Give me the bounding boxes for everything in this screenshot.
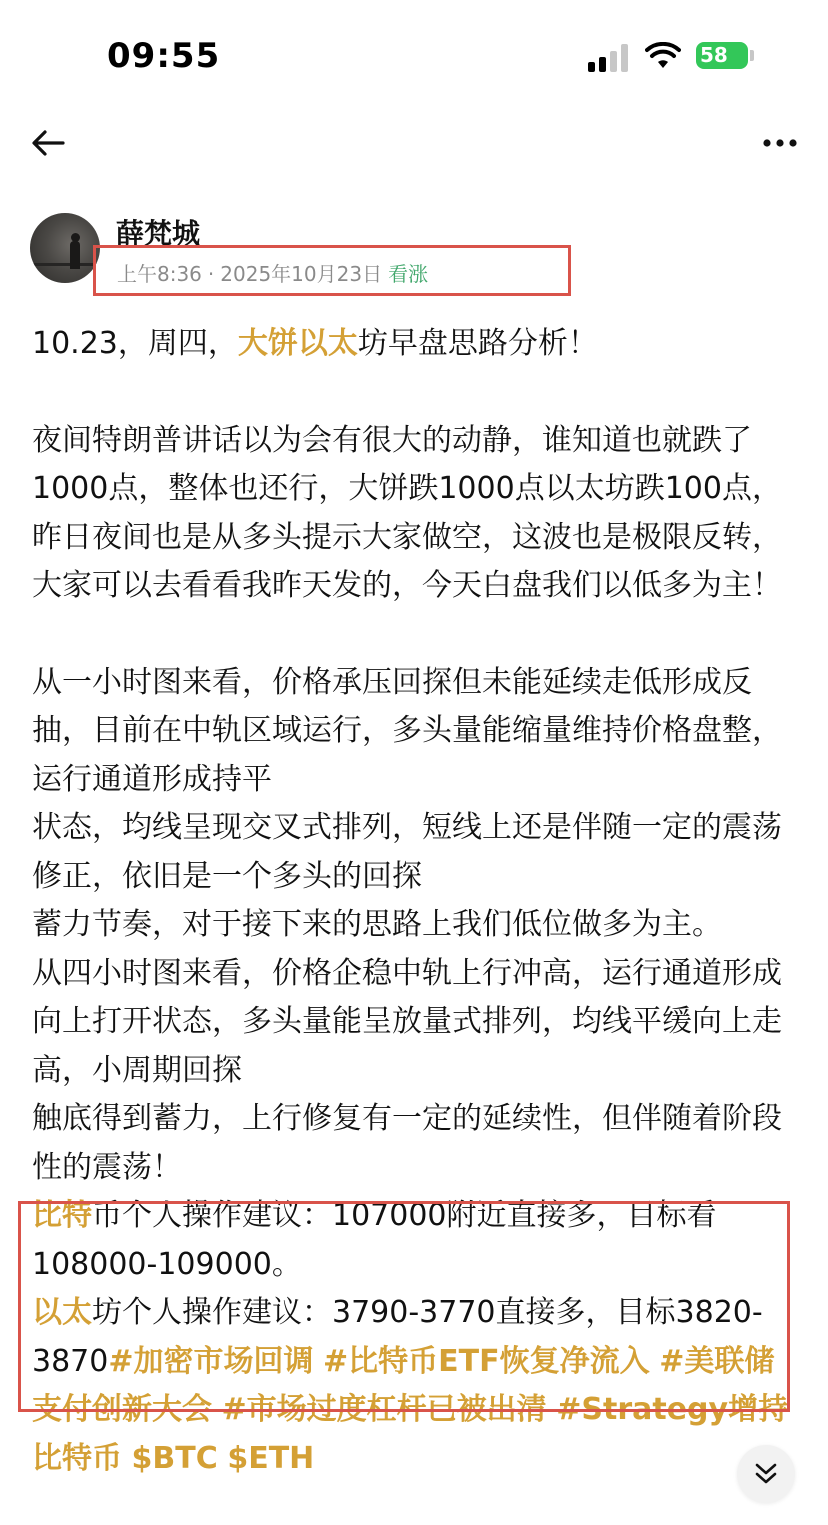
btc-highlight[interactable]: 比特: [32, 1198, 92, 1233]
hashtag[interactable]: #加密市场回调: [108, 1343, 314, 1379]
title-suffix: 坊早盘思路分析！: [357, 326, 598, 361]
avatar-figure: [70, 241, 80, 269]
battery-indicator: 58: [696, 42, 748, 69]
paragraph-4h-analysis: 从四小时图来看，价格企稳中轨上行冲高，运行通道形成向上打开状态，多头量能呈放量式排列，均线平缓向上走高，小周期回探: [32, 955, 782, 1088]
post-time: 上午8:36: [117, 262, 202, 286]
more-dots-icon[interactable]: [760, 127, 800, 159]
advice-annotation-box: [18, 1201, 790, 1412]
avatar-rail: [30, 263, 100, 266]
scroll-down-button[interactable]: [737, 1445, 795, 1503]
paragraph-intro: 夜间特朗普讲话以为会有很大的动静，谁知道也就跌了1000点，整体也还行，大饼跌1000点以太坊跌100点，昨日夜间也是从多头提示大家做空，这波也是极限反转，大家可以去看看我昨天发的，今天白盘我们以低多为主！: [32, 422, 782, 603]
paragraph-1h-analysis: 从一小时图来看，价格承压回探但未能延续走低形成反抽，目前在中轨区域运行，多头量能缩量维持价格盘整，运行通道形成持平: [32, 664, 782, 797]
nav-bar: [0, 115, 828, 175]
paragraph-gap: [32, 611, 802, 659]
hashtag[interactable]: #Strategy增持比特币: [32, 1392, 789, 1476]
paragraph-gap: [32, 369, 802, 417]
wifi-icon: [645, 42, 681, 70]
meta-separator: ·: [207, 262, 215, 286]
post-meta: [117, 258, 428, 287]
title-prefix: 10.23，周四，: [32, 326, 238, 361]
hashtag[interactable]: #市场过度杠杆已被出清: [221, 1392, 547, 1427]
hashtag[interactable]: #美联储支付创新大会: [32, 1343, 775, 1427]
cashtag-btc[interactable]: $BTC: [131, 1440, 218, 1476]
arrow-left-icon[interactable]: [30, 127, 66, 159]
eth-highlight[interactable]: 以太: [32, 1295, 92, 1330]
sentiment-badge[interactable]: 看涨: [388, 262, 429, 286]
hashtag[interactable]: #比特币ETF恢复净流入: [323, 1343, 650, 1379]
paragraph-4h-summary: 触底得到蓄力，上行修复有一定的延续性，但伴随着阶段性的震荡！: [32, 1101, 782, 1185]
status-bar: [0, 0, 828, 110]
post-title: [32, 320, 802, 369]
eth-advice-text: 坊个人操作建议：3790-3770直接多，目标3820-3870: [32, 1295, 763, 1379]
double-chevron-down-icon: [753, 1461, 779, 1487]
post-date: 2025年10月23日: [220, 262, 383, 286]
title-highlight[interactable]: 大饼以太: [237, 326, 358, 361]
btc-advice-text: 币个人操作建议：107000附近直接多，目标看108000-109000。: [32, 1198, 717, 1282]
avatar[interactable]: [30, 213, 100, 283]
status-time: 09:55: [107, 36, 221, 76]
paragraph-1h-analysis-cont: 状态，均线呈现交叉式排列，短线上还是伴随一定的震荡修正，依旧是一个多头的回探: [32, 810, 782, 894]
cashtag-eth[interactable]: $ETH: [227, 1440, 315, 1476]
cellular-signal-icon: [588, 42, 632, 72]
paragraph-1h-summary: 蓄力节奏，对于接下来的思路上我们低位做多为主。: [32, 907, 722, 942]
author-name[interactable]: 薛梵城: [116, 217, 201, 250]
battery-tip: [750, 50, 754, 61]
